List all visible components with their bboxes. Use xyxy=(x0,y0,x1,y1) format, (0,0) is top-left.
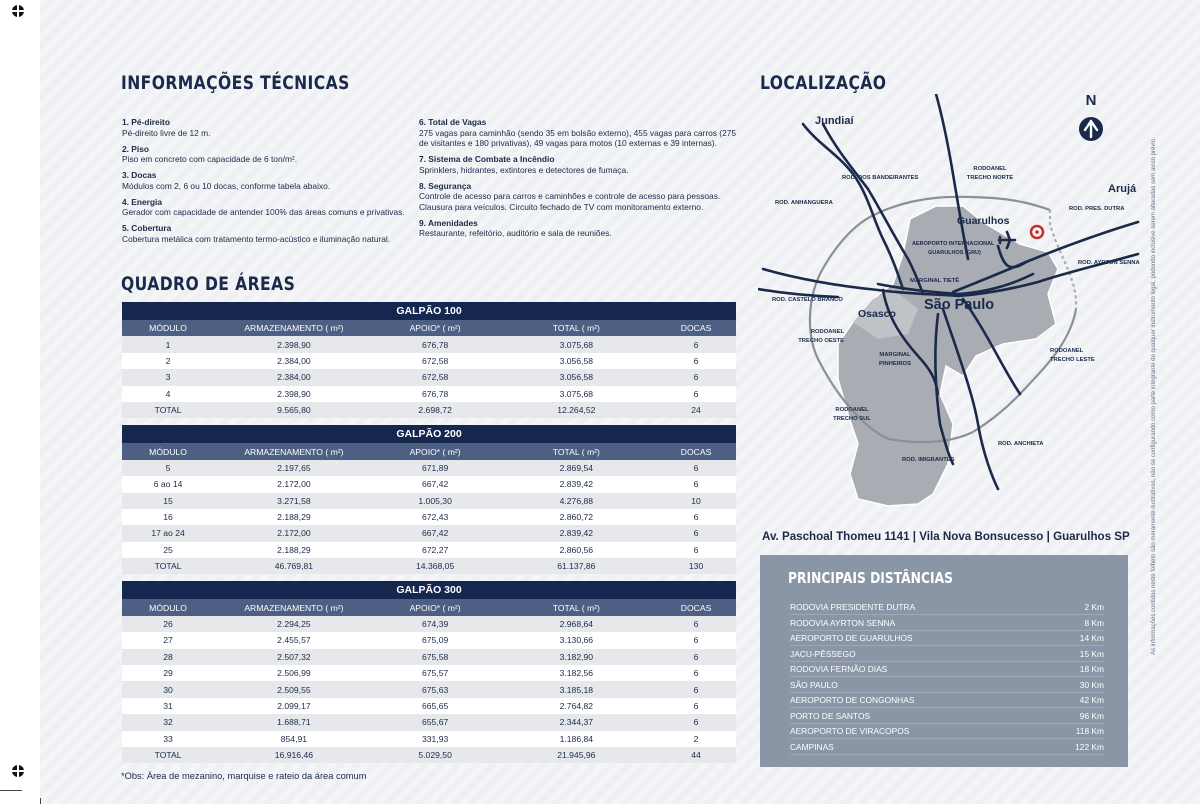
distance-row xyxy=(790,599,1104,615)
table-cell: 2.384,00 xyxy=(214,353,374,369)
spec-item xyxy=(419,117,741,149)
table-cell: 2.860,72 xyxy=(497,509,657,525)
column-header-row xyxy=(122,599,736,615)
label-rodoanel-oeste-2: TRECHO OESTE xyxy=(798,338,844,344)
table-cell: 3.075,68 xyxy=(497,336,657,352)
table-cell: 30 xyxy=(122,681,214,697)
table-cell: 671,89 xyxy=(374,460,497,476)
total-cell: TOTAL xyxy=(122,747,214,763)
areas-title: QUADRO DE ÁREAS xyxy=(121,273,296,295)
table-cell: 2.384,00 xyxy=(214,369,374,385)
column-header: DOCAS xyxy=(656,599,736,615)
table-cell: 27 xyxy=(122,632,214,648)
location-map xyxy=(758,94,1158,524)
spec-text: 275 vagas para caminhão (sendo 35 em bolsão externo), 455 vagas para carros (275 de visitantes e 180 privativas), 49 vagas para motos (10 externas e 39 internas). xyxy=(419,127,737,148)
spec-text: Piso em concreto com capacidade de 6 ton/m². xyxy=(122,154,298,164)
table-cell: 676,78 xyxy=(374,336,497,352)
column-header: ARMAZENAMENTO ( m²) xyxy=(214,599,374,615)
address: Av. Paschoal Thomeu 1141 | Vila Nova Bonsucesso | Guarulhos SP xyxy=(762,530,1130,543)
table-cell: 672,43 xyxy=(374,509,497,525)
table-cell: 6 xyxy=(656,542,736,558)
distance-row xyxy=(790,646,1104,662)
table-cell: 2.764,82 xyxy=(497,698,657,714)
spec-item xyxy=(419,181,741,213)
distance-km: 42 Km xyxy=(1079,695,1104,705)
table-cell: 6 xyxy=(656,665,736,681)
table-cell: 32 xyxy=(122,714,214,730)
spec-item xyxy=(122,170,412,191)
table-cell: 2.869,54 xyxy=(497,460,657,476)
distance-km: 14 Km xyxy=(1079,633,1104,643)
label-rodoanel-sul-1: RODOANEL xyxy=(835,407,869,413)
table-cell: 15 xyxy=(122,493,214,509)
column-header: DOCAS xyxy=(656,443,736,459)
table-cell: 6 xyxy=(656,681,736,697)
total-cell: 14.368,05 xyxy=(374,558,497,574)
label-rodoanel-norte-2: TRECHO NORTE xyxy=(966,175,1014,181)
table-cell: 1.186,84 xyxy=(497,731,657,747)
label-anhanguera: ROD. ANHANGUERA xyxy=(775,200,833,206)
distances-title: PRINCIPAIS DISTÂNCIAS xyxy=(788,569,953,587)
column-header: MÓDULO xyxy=(122,320,214,336)
table-cell: 2.506,99 xyxy=(214,665,374,681)
label-jundiai: Jundiaí xyxy=(815,115,854,127)
table-cell: 4 xyxy=(122,386,214,402)
table-cell: 3.056,58 xyxy=(497,369,657,385)
table-cell: 4.276,88 xyxy=(497,493,657,509)
table-cell: 6 xyxy=(656,698,736,714)
table-cell: 331,93 xyxy=(374,731,497,747)
distance-place: AEROPORTO DE GUARULHOS xyxy=(790,633,913,643)
registration-mark-icon xyxy=(12,765,24,777)
spec-title: 9. Amenidades xyxy=(419,217,478,228)
distance-km: 8 Km xyxy=(1084,617,1104,628)
spec-column-left xyxy=(122,117,412,250)
column-header: TOTAL ( m²) xyxy=(497,599,657,615)
group-spacer xyxy=(122,574,736,581)
table-cell: 665,65 xyxy=(374,698,497,714)
distance-km: 122 Km xyxy=(1075,741,1104,752)
table-row xyxy=(122,665,736,681)
registration-mark-icon xyxy=(12,5,24,17)
total-cell: 5.029,50 xyxy=(374,747,497,763)
table-cell: 3.185,18 xyxy=(497,681,657,697)
distance-place: AEROPORTO DE CONGONHAS xyxy=(790,695,915,705)
table-cell: 6 xyxy=(656,369,736,385)
label-rodoanel-norte-1: RODOANEL xyxy=(973,166,1007,172)
table-cell: 2.839,42 xyxy=(497,525,657,541)
spec-title: 5. Cobertura xyxy=(122,223,172,233)
group-header-row xyxy=(122,302,736,320)
table-cell: 17 ao 24 xyxy=(122,525,214,541)
table-cell: 3.056,58 xyxy=(497,353,657,369)
table-row xyxy=(122,542,736,558)
label-sao-paulo: São Paulo xyxy=(924,297,995,313)
total-cell: TOTAL xyxy=(122,558,214,574)
column-header-row xyxy=(122,320,736,336)
table-cell: 2.172,00 xyxy=(214,525,374,541)
label-pres-dutra: ROD. PRES. DUTRA xyxy=(1069,206,1125,212)
total-cell: 9.565,80 xyxy=(214,402,374,418)
table-cell: 2 xyxy=(122,353,214,369)
table-cell: 3.182,90 xyxy=(497,649,657,665)
distance-row xyxy=(790,630,1104,646)
table-cell: 6 xyxy=(656,525,736,541)
spec-title: 7. Sistema de Combate a Incêndio xyxy=(419,154,555,164)
column-header: APOIO* ( m²) xyxy=(374,599,497,615)
table-cell: 6 xyxy=(656,353,736,369)
table-cell: 16 xyxy=(122,509,214,525)
highway-raposo-line xyxy=(758,289,838,297)
north-label: N xyxy=(1085,94,1097,109)
table-cell: 6 xyxy=(656,649,736,665)
north-indicator xyxy=(1079,94,1103,141)
column-header: ARMAZENAMENTO ( m²) xyxy=(214,320,374,336)
table-cell: 6 xyxy=(656,714,736,730)
spec-text: Módulos com 2, 6 ou 10 docas, conforme tabela abaixo. xyxy=(122,180,331,191)
table-cell: 675,58 xyxy=(374,649,497,665)
location-marker-icon xyxy=(1031,226,1043,238)
table-cell: 2.839,42 xyxy=(497,476,657,492)
spec-text: Gerador com capacidade de antender 100% das áreas comuns e privativas. xyxy=(122,207,405,217)
column-header: TOTAL ( m²) xyxy=(497,443,657,459)
table-row xyxy=(122,616,736,632)
table-cell: 6 xyxy=(656,336,736,352)
group-title: GALPÃO 100 xyxy=(122,302,736,320)
total-cell: 24 xyxy=(656,402,736,418)
total-cell: 16.916,46 xyxy=(214,747,374,763)
spec-title: 1. Pé-direito xyxy=(122,117,170,127)
spec-text: Cobertura metálica com tratamento termo-acústico e iluminação natural. xyxy=(122,233,391,244)
table-cell: 3.271,58 xyxy=(214,493,374,509)
distance-km: 18 Km xyxy=(1079,664,1104,674)
table-cell: 6 xyxy=(656,509,736,525)
areas-table-wrapper xyxy=(122,302,736,763)
distance-row xyxy=(790,708,1104,724)
distance-place: JACU-PÊSSEGO xyxy=(790,648,856,659)
total-cell: 12.264,52 xyxy=(497,402,657,418)
distances-panel xyxy=(760,555,1128,767)
label-imigrantes: ROD. IMIGRANTES xyxy=(902,457,955,463)
table-cell: 3 xyxy=(122,369,214,385)
distance-row xyxy=(790,615,1104,631)
total-cell: 130 xyxy=(656,558,736,574)
spec-item xyxy=(419,218,741,239)
table-cell: 2.344,37 xyxy=(497,714,657,730)
highway-anhanguera-line xyxy=(803,124,903,289)
label-rodoanel-leste-1: RODOANEL xyxy=(1050,348,1084,354)
table-cell: 31 xyxy=(122,698,214,714)
table-cell: 667,42 xyxy=(374,525,497,541)
table-cell: 3.130,66 xyxy=(497,632,657,648)
table-cell: 3.182,56 xyxy=(497,665,657,681)
table-cell: 6 xyxy=(656,476,736,492)
distance-place: CAMPINAS xyxy=(790,741,834,752)
distance-km: 96 Km xyxy=(1079,710,1104,721)
location-title: LOCALIZAÇÃO xyxy=(760,72,887,94)
column-header: MÓDULO xyxy=(122,443,214,459)
table-cell: 2.509,55 xyxy=(214,681,374,697)
table-row xyxy=(122,476,736,492)
column-header: DOCAS xyxy=(656,320,736,336)
total-row xyxy=(122,747,736,763)
distance-place: PORTO DE SANTOS xyxy=(790,710,871,721)
column-header: MÓDULO xyxy=(122,599,214,615)
table-cell: 2.398,90 xyxy=(214,386,374,402)
label-aeroporto-2: GUARULHOS (GRU) xyxy=(928,250,981,256)
group-header-row xyxy=(122,425,736,443)
table-row xyxy=(122,649,736,665)
table-cell: 2.188,29 xyxy=(214,509,374,525)
distance-row xyxy=(790,677,1104,693)
distance-row xyxy=(790,661,1104,677)
distance-place: SÃO PAULO xyxy=(790,679,838,690)
label-aeroporto-1: AEROPORTO INTERNACIONAL xyxy=(912,241,995,247)
distance-row xyxy=(790,739,1104,755)
spec-title: 4. Energia xyxy=(122,196,163,207)
spec-text: Pé-direito livre de 12 m. xyxy=(122,127,211,138)
spec-title: 8. Segurança xyxy=(419,180,472,191)
table-row xyxy=(122,386,736,402)
table-cell: 854,91 xyxy=(214,731,374,747)
table-row xyxy=(122,731,736,747)
spec-column-right xyxy=(419,117,741,244)
column-header-row xyxy=(122,443,736,459)
table-row xyxy=(122,493,736,509)
table-cell: 33 xyxy=(122,731,214,747)
spec-item xyxy=(419,154,741,175)
table-row xyxy=(122,714,736,730)
distance-place: RODOVIA FERNÃO DIAS xyxy=(790,664,888,674)
table-row xyxy=(122,353,736,369)
label-rodoanel-sul-2: TRECHO SUL xyxy=(833,416,871,422)
label-ayrton: ROD. AYRTON SENNA xyxy=(1078,260,1140,266)
distance-km: 2 Km xyxy=(1084,602,1104,612)
label-tiete: MARGINAL TIETÊ xyxy=(910,278,960,284)
label-rodoanel-leste-2: TRECHO LESTE xyxy=(1050,357,1095,363)
distance-place: RODOVIA PRESIDENTE DUTRA xyxy=(790,602,916,612)
table-cell: 29 xyxy=(122,665,214,681)
table-cell: 28 xyxy=(122,649,214,665)
table-cell: 2.197,65 xyxy=(214,460,374,476)
spec-item xyxy=(122,197,412,218)
table-cell: 676,78 xyxy=(374,386,497,402)
group-title: GALPÃO 300 xyxy=(122,581,736,599)
table-row xyxy=(122,632,736,648)
label-osasco: Osasco xyxy=(858,308,896,320)
distance-place: AEROPORTO DE VIRACOPOS xyxy=(790,726,910,736)
rodoanel-norte-dashed-line xyxy=(1050,210,1076,309)
total-cell: 44 xyxy=(656,747,736,763)
table-cell: 3.075,68 xyxy=(497,386,657,402)
crop-mark xyxy=(40,798,41,804)
table-cell: 1 xyxy=(122,336,214,352)
table-cell: 675,57 xyxy=(374,665,497,681)
distance-km: 30 Km xyxy=(1079,679,1104,690)
table-cell: 10 xyxy=(656,493,736,509)
spec-text: Controle de acesso para carros e caminhões e controle de acesso para pessoas. Clausura para veículos. Circuito fechado de TV com monitoramento externo. xyxy=(419,191,721,212)
spec-item xyxy=(122,144,412,165)
table-cell: 2.968,64 xyxy=(497,616,657,632)
spec-title: 3. Docas xyxy=(122,170,157,180)
table-cell: 1.005,30 xyxy=(374,493,497,509)
group-title: GALPÃO 200 xyxy=(122,425,736,443)
table-row xyxy=(122,460,736,476)
group-header-row xyxy=(122,581,736,599)
total-row xyxy=(122,558,736,574)
total-row xyxy=(122,402,736,418)
column-header: TOTAL ( m²) xyxy=(497,320,657,336)
column-header: APOIO* ( m²) xyxy=(374,443,497,459)
table-row xyxy=(122,525,736,541)
table-cell: 6 ao 14 xyxy=(122,476,214,492)
table-cell: 6 xyxy=(656,616,736,632)
table-cell: 2 xyxy=(656,731,736,747)
table-cell: 672,27 xyxy=(374,542,497,558)
table-cell: 672,58 xyxy=(374,369,497,385)
table-cell: 1.688,71 xyxy=(214,714,374,730)
table-row xyxy=(122,369,736,385)
table-cell: 672,58 xyxy=(374,353,497,369)
total-cell: 21.945,96 xyxy=(497,747,657,763)
spec-item xyxy=(122,223,412,244)
column-header: APOIO* ( m²) xyxy=(374,320,497,336)
total-cell: 46.769,81 xyxy=(214,558,374,574)
group-spacer xyxy=(122,418,736,425)
table-cell: 655,67 xyxy=(374,714,497,730)
label-castelo: ROD. CASTELO BRANCO xyxy=(772,297,843,303)
table-cell: 6 xyxy=(656,460,736,476)
label-aruja: Arujá xyxy=(1108,183,1137,195)
spec-text: Sprinklers, hidrantes, extintores e detectores de fumaça. xyxy=(419,164,629,175)
table-row xyxy=(122,336,736,352)
table-cell: 2.398,90 xyxy=(214,336,374,352)
distance-km: 118 Km xyxy=(1075,726,1104,736)
areas-table xyxy=(122,302,736,763)
disclaimer-note: As informações contidas neste folheto são meramente ilustrativas, não se configurando como parte integrante de qualquer instrumento legal, podendo inclusive serem alteradas sem aviso prévio. xyxy=(1151,137,1157,655)
tech-title: INFORMAÇÕES TÉCNICAS xyxy=(121,72,350,94)
total-cell: TOTAL xyxy=(122,402,214,418)
distance-row xyxy=(790,723,1104,739)
table-cell: 667,42 xyxy=(374,476,497,492)
table-cell: 2.172,00 xyxy=(214,476,374,492)
label-bandeirantes: ROD. DOS BANDEIRANTES xyxy=(842,175,919,181)
table-row xyxy=(122,681,736,697)
table-cell: 675,09 xyxy=(374,632,497,648)
label-pinheiros-2: PINHEIROS xyxy=(879,361,911,367)
page-margin xyxy=(0,0,40,804)
label-guarulhos: Guarulhos xyxy=(957,215,1010,227)
table-cell: 25 xyxy=(122,542,214,558)
column-header: ARMAZENAMENTO ( m²) xyxy=(214,443,374,459)
spec-item xyxy=(122,117,412,138)
areas-note: *Obs: Área de mezanino, marquise e rateio da área comum xyxy=(121,771,367,781)
table-cell: 26 xyxy=(122,616,214,632)
table-row xyxy=(122,698,736,714)
table-cell: 5 xyxy=(122,460,214,476)
spec-title: 6. Total de Vagas xyxy=(419,117,487,127)
table-cell: 6 xyxy=(656,386,736,402)
table-cell: 2.455,57 xyxy=(214,632,374,648)
crop-mark xyxy=(0,790,22,791)
table-cell: 2.188,29 xyxy=(214,542,374,558)
table-cell: 2.860,56 xyxy=(497,542,657,558)
distance-row xyxy=(790,692,1104,708)
table-cell: 675,63 xyxy=(374,681,497,697)
label-pinheiros-1: MARGINAL xyxy=(879,352,911,358)
table-cell: 2.507,32 xyxy=(214,649,374,665)
distance-place: RODOVIA AYRTON SENNA xyxy=(790,617,896,628)
total-cell: 61.137,86 xyxy=(497,558,657,574)
spec-title: 2. Piso xyxy=(122,143,149,154)
label-rodoanel-oeste-1: RODOANEL xyxy=(810,329,844,335)
table-cell: 6 xyxy=(656,632,736,648)
total-cell: 2.698,72 xyxy=(374,402,497,418)
table-cell: 674,39 xyxy=(374,616,497,632)
table-row xyxy=(122,509,736,525)
distance-km: 15 Km xyxy=(1079,648,1104,659)
table-cell: 2.099,17 xyxy=(214,698,374,714)
spec-text: Restaurante, refeitório, auditório e sala de reuniões. xyxy=(419,228,612,238)
label-anchieta: ROD. ANCHIETA xyxy=(998,441,1044,447)
table-cell: 2.294,25 xyxy=(214,616,374,632)
